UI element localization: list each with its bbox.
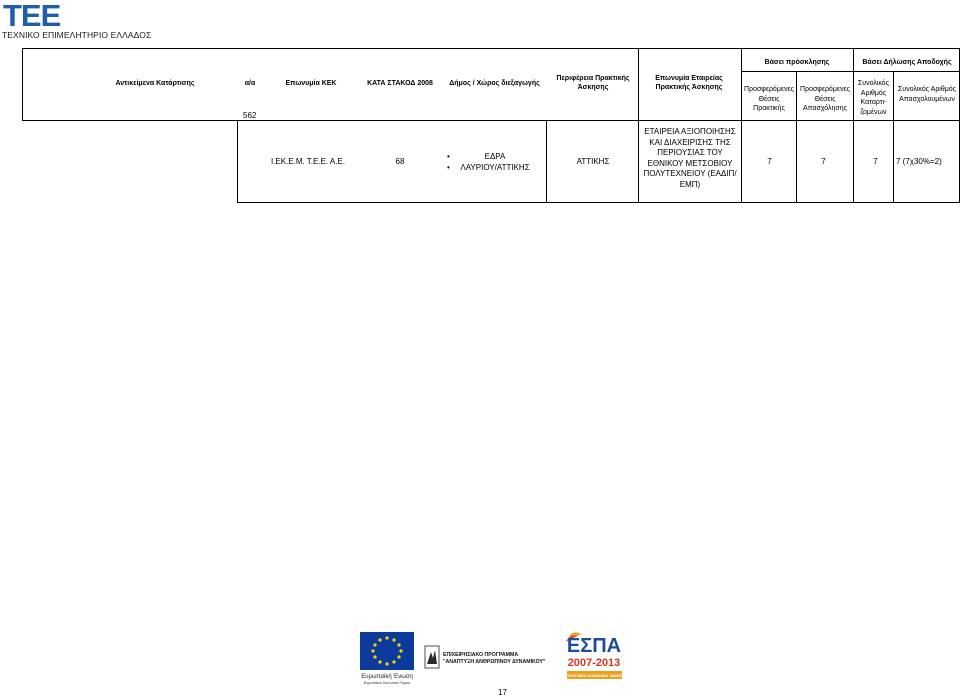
header-company: Επωνυμία Εταιρείας Πρακτικής Άσκησης [655,75,723,91]
program-name: "ΑΝΑΠΤΥΞΗ ΑΝΘΡΩΠΙΝΟΥ ΔΥΝΑΜΙΚΟΥ" [443,659,546,665]
table-border [22,120,237,121]
table-border [237,202,960,203]
cell-locations [455,152,535,173]
header-group-invitation: Βάσει πρόσκλησης [764,59,830,66]
header-aa: α/α [244,80,256,87]
cell-perifereia: ΑΤΤΙΚΗΣ [576,157,610,166]
table-border [237,120,960,121]
location-item: • ΕΔΡΑ [455,152,535,163]
cell-stakod: 68 [395,157,405,166]
row-number-partial: 562 [243,111,257,120]
header-objects: Αντικείμενα Κατάρτισης [115,80,195,87]
header-stakod: ΚΑΤΑ ΣΤΑΚΟΔ 2008 [367,80,433,87]
table-border [741,71,960,72]
funding-logos [357,630,623,686]
espa-years: 2007-2013 [567,657,621,669]
eu-sub: Ευρωπαϊκό Κοινωνικό Ταμείο [363,681,411,685]
eu-flag-logo [360,632,414,685]
cell-offered-practice: 7 [767,157,772,166]
header-total-trainees: Συνολικός Αριθμός Καταρτι- ζομένων [857,80,890,116]
espa-logo [565,632,623,679]
program-title: ΕΠΙΧΕΙΡΗΣΙΑΚΟ ΠΡΟΓΡΑΜΜΑ [443,652,519,658]
header-offered-practice: Προσφερόμενες Θέσεις Πρακτικής [744,86,794,112]
table-border [546,120,547,203]
cell-company: ΕΤΑΙΡΕΙΑ ΑΞΙΟΠΟΙΗΣΗΣ ΚΑΙ ΔΙΑΧΕΙΡΙΣΗΣ ΤΗΣ ΠΕΡΙΟΥΣΙΑΣ ΤΟΥ ΕΘΝΙΚΟΥ ΜΕΤΣΟΒΙΟΥ ΠΟΛΥΤΕΧΝΕΙΟΥ (ΕΑΔΙΠ/ΕΜΠ) [643,127,737,189]
cell-total-employed: 7 (7χ30%=2) [896,157,942,166]
cell-total-trainees: 7 [873,157,878,166]
cell-offered-employment: 7 [821,157,826,166]
tee-logo [2,0,72,33]
training-table [22,48,960,203]
location-item: • ΛΑΥΡΙΟΥ/ΑΤΤΙΚΗΣ [455,163,535,174]
header-perifereia: Περιφέρεια Πρακτικής Άσκησης [556,75,630,91]
header-group-declaration: Βάσει Δήλωσης Αποδοχής [862,59,952,66]
header-total-employed: Συνολικός Αριθμός Απασχολουμένων [897,86,957,103]
organization-name: ΤΕΧΝΙΚΟ ΕΠΙΜΕΛΗΤΗΡΙΟ ΕΛΛΑΔΟΣ [2,30,152,40]
program-logo [425,646,546,668]
espa-title: ΕΣΠΑ [566,635,622,657]
header-kek: Επωνυμία ΚΕΚ [285,80,337,87]
cell-kek: Ι.ΕΚ.Ε.Μ. Τ.Ε.Ε. Α.Ε. [270,157,346,166]
header-dimos: Δήμος / Χώρος διεξαγωγής [449,80,540,87]
table-border [22,48,960,49]
table-border [237,120,238,203]
espa-sub: ΕΥΡΩΠΑΪΚΟ ΚΟΙΝΩΝΙΚΟ ΤΑΜΕΙΟ [565,674,623,678]
eu-label: Ευρωπαϊκή Ένωση [361,674,413,680]
tee-logo-text: TEE [3,0,61,33]
table-border [853,48,854,203]
table-border [741,48,742,203]
table-border [22,48,23,120]
page-number: 17 [498,688,507,697]
table-border [638,48,639,203]
header-offered-employment: Προσφερόμενες Θέσεις Απασχόλησης [800,86,850,112]
